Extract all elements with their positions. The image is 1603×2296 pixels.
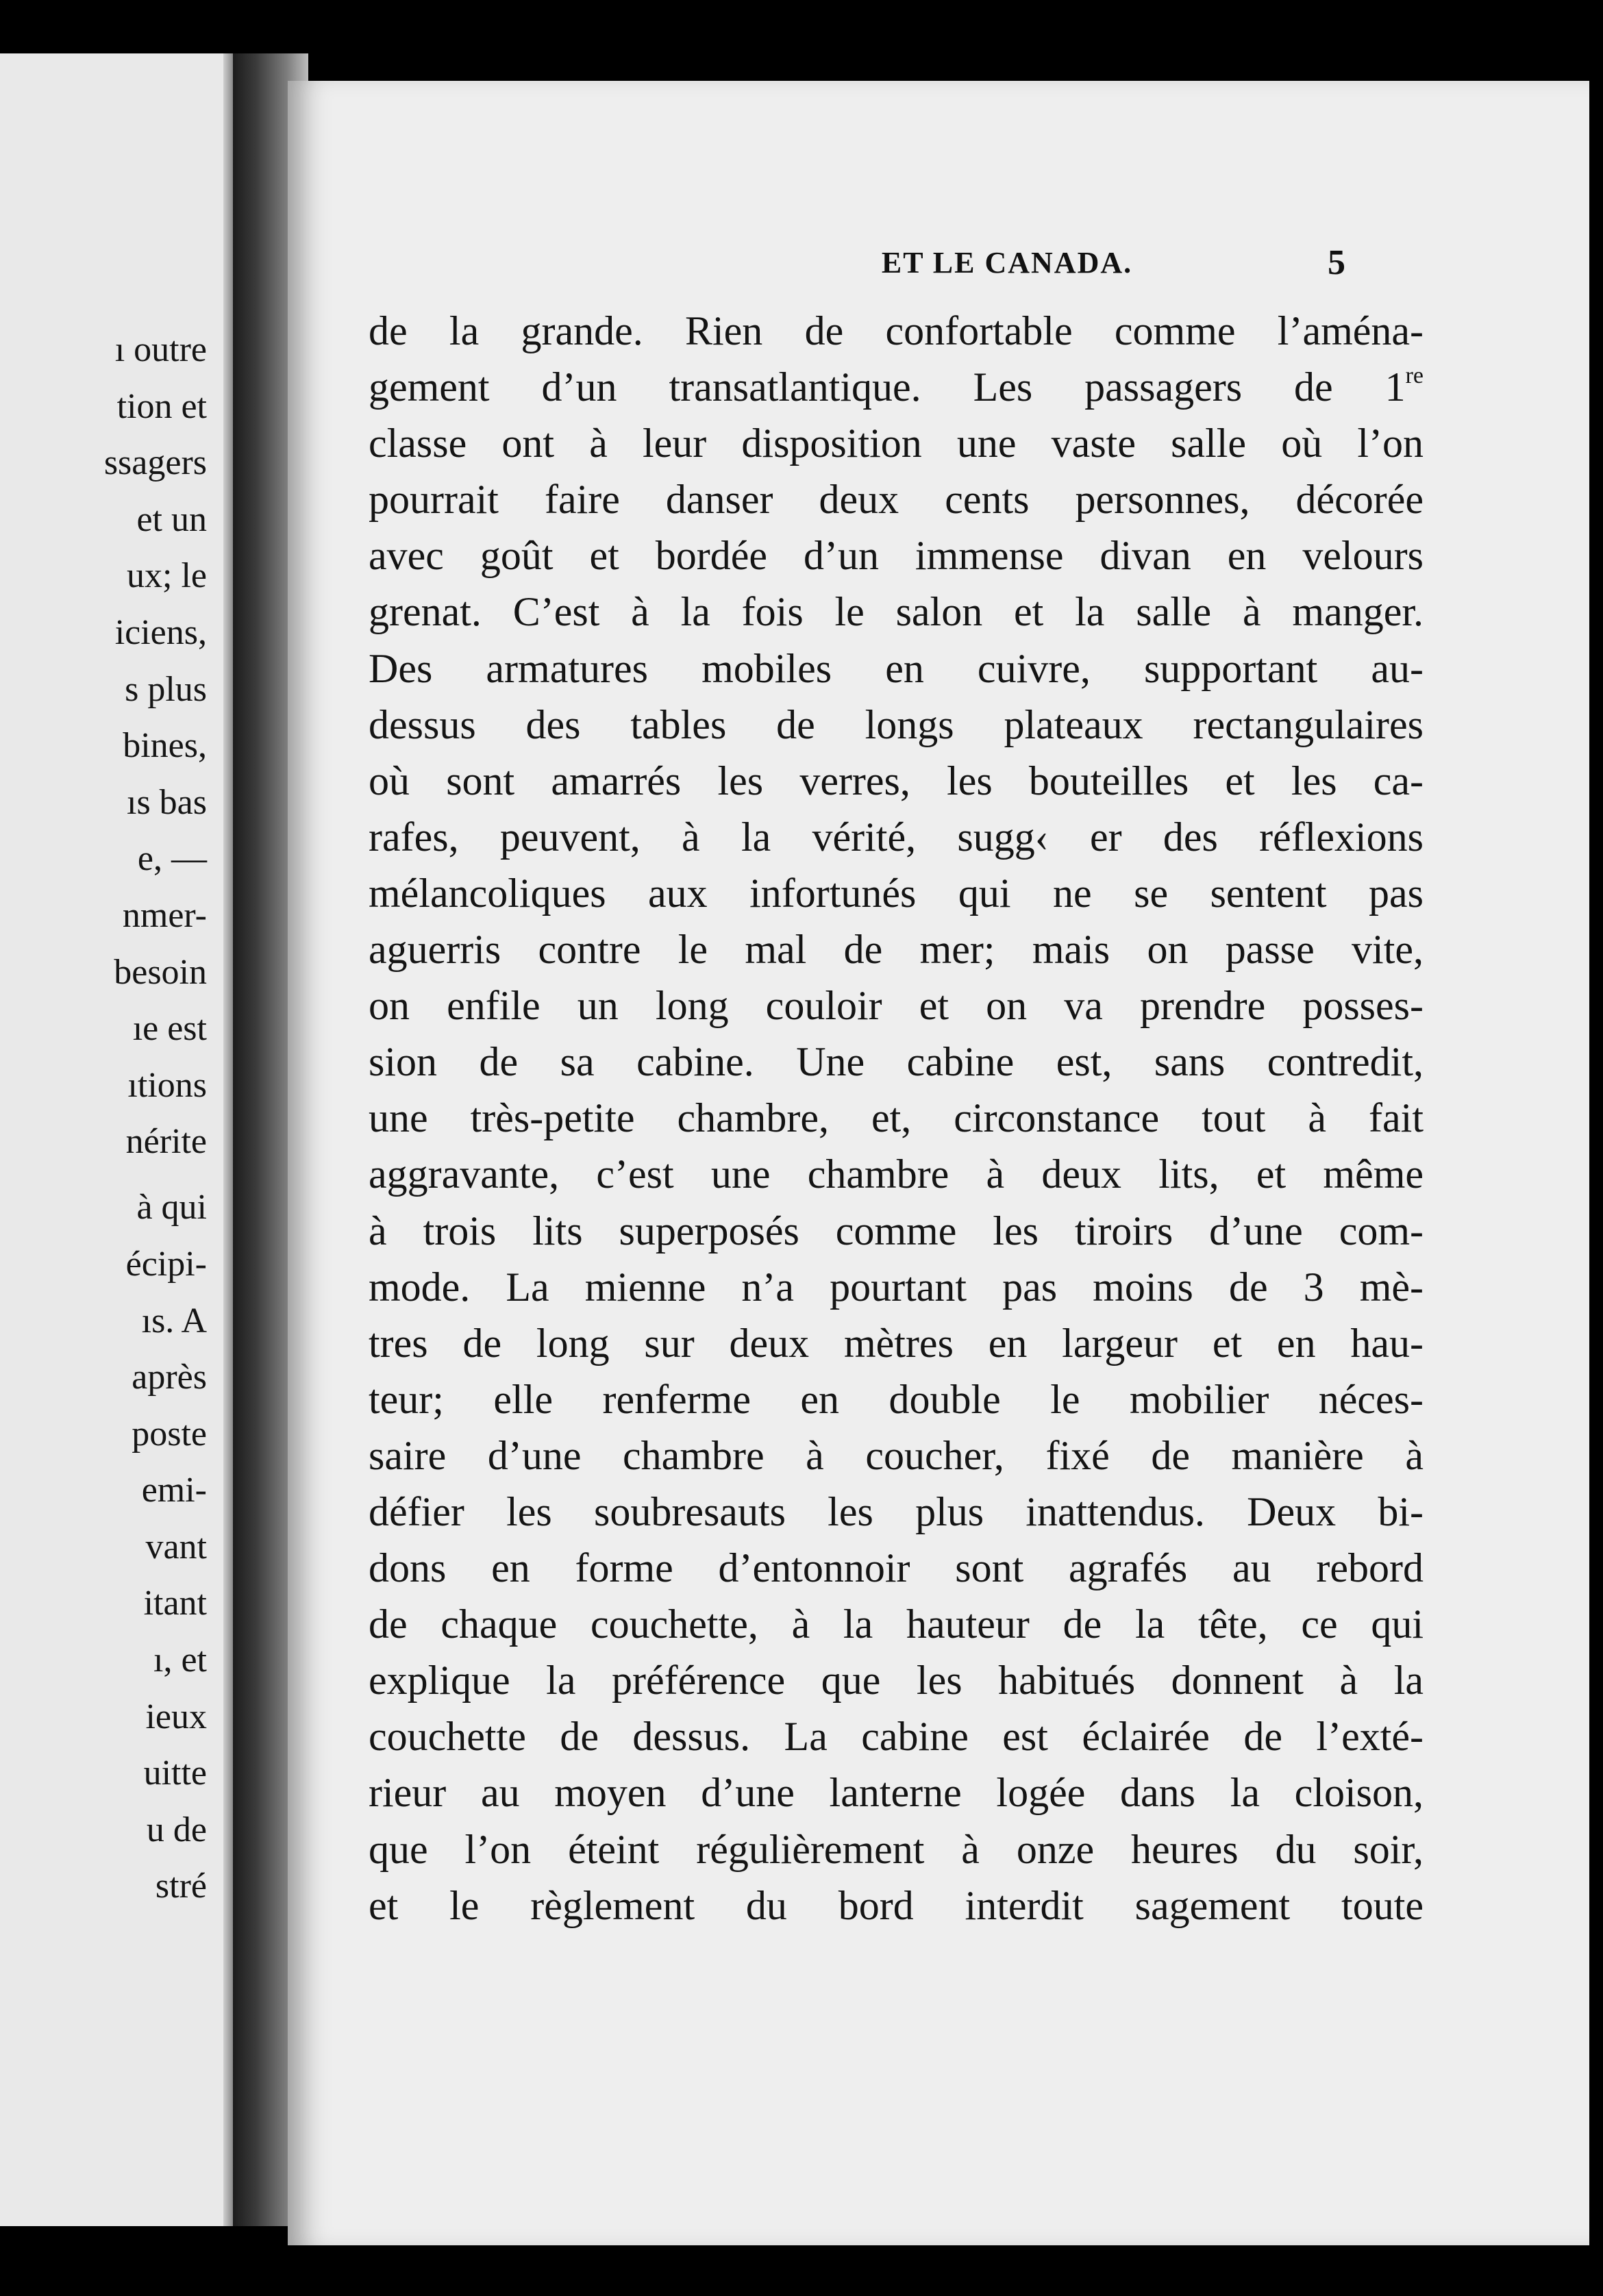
text-line: dons en forme d’entonnoir sont agrafés au rebord [369, 1545, 1424, 1591]
left-page-text [0, 322, 207, 1915]
text-line: une très-petite chambre, et, circonstance tout à fait [369, 1095, 1424, 1141]
left-line: emi- [141, 1471, 207, 1510]
text-line: teur; elle renferme en double le mobilier néces- [369, 1376, 1424, 1422]
left-line: u de [146, 1810, 207, 1849]
left-line: ı, et [153, 1640, 207, 1680]
text-line: grenat. C’est à la fois le salon et la salle à manger. [369, 589, 1424, 635]
text-line: on enfile un long couloir et on va prendre posses- [369, 983, 1424, 1029]
text-line-with-superscript [369, 359, 1424, 415]
left-line: nérite [125, 1122, 207, 1162]
left-line: itant [143, 1584, 207, 1623]
text-line: sion de sa cabine. Une cabine est, sans contredit, [369, 1039, 1424, 1085]
superscript-ordinal: re [1405, 363, 1424, 389]
left-line: bines, [123, 726, 207, 766]
left-line: tion et [116, 386, 207, 426]
left-line: poste [132, 1414, 207, 1453]
text-line: rafes, peuvent, à la vérité, sugg‹ er des réflexions [369, 814, 1424, 860]
text-line: rieur au moyen d’une lanterne logée dans la cloison, [369, 1770, 1424, 1816]
text-line: couchette de dessus. La cabine est éclairée de l’exté- [369, 1714, 1424, 1760]
text-line-part: gement d’un transatlantique. Les passagers de 1 [369, 364, 1406, 410]
text-line: classe ont à leur disposition une vaste salle où l’on [369, 421, 1424, 466]
text-line: saire d’une chambre à coucher, fixé de manière à [369, 1432, 1424, 1478]
text-line: avec goût et bordée d’un immense divan en velours [369, 533, 1424, 579]
text-line: tres de long sur deux mètres en largeur et en hau- [369, 1320, 1424, 1366]
left-line: iciens, [114, 612, 207, 652]
text-line: que l’on éteint régulièrement à onze heures du soir, [369, 1826, 1424, 1872]
left-line: ıs. A [141, 1301, 207, 1340]
right-main-page [288, 81, 1589, 2245]
left-facing-page [0, 53, 233, 2226]
left-line: écipi- [125, 1244, 207, 1284]
running-head: ET LE CANADA. [881, 246, 1133, 279]
left-line: à qui [136, 1188, 207, 1227]
left-line: stré [155, 1867, 207, 1906]
body-text [369, 303, 1424, 1934]
text-line: de la grande. Rien de confortable comme l’aména- [369, 308, 1424, 353]
left-line: ieux [145, 1697, 207, 1736]
left-line: ıtions [127, 1065, 207, 1105]
left-line: ssagers [103, 443, 207, 483]
left-line: besoin [114, 952, 207, 992]
left-line: e, — [137, 839, 207, 879]
left-line: vant [145, 1527, 207, 1567]
text-line: de chaque couchette, à la hauteur de la tête, ce qui [369, 1601, 1424, 1647]
left-line: ux; le [127, 556, 207, 596]
text-line: et le règlement du bord interdit sagement toute [369, 1882, 1424, 1928]
left-line: et un [136, 499, 207, 539]
text-line: explique la préférence que les habitués donnent à la [369, 1658, 1424, 1704]
page-edge-shadow [223, 53, 233, 2226]
text-line: pourrait faire danser deux cents personnes, décorée [369, 477, 1424, 523]
left-line: ıs bas [127, 782, 207, 822]
left-line: nmer- [122, 895, 207, 935]
text-line: à trois lits superposés comme les tiroirs d’une com- [369, 1208, 1424, 1253]
text-line: mode. La mienne n’a pourtant pas moins de 3 mè- [369, 1264, 1424, 1310]
left-line: après [132, 1358, 207, 1397]
text-line: mélancoliques aux infortunés qui ne se sentent pas [369, 870, 1424, 916]
left-line: ı outre [114, 330, 207, 369]
text-line: défier les soubresauts les plus inattendus. Deux bi- [369, 1488, 1424, 1534]
page-number: 5 [1328, 243, 1345, 282]
left-line: s plus [125, 669, 207, 709]
left-line: ıe est [132, 1009, 207, 1049]
text-line: dessus des tables de longs plateaux rectangulaires [369, 701, 1424, 747]
text-line: Des armatures mobiles en cuivre, supportant au- [369, 645, 1424, 691]
left-line: uitte [143, 1754, 207, 1793]
text-line: où sont amarrés les verres, les bouteilles et les ca- [369, 758, 1424, 803]
text-line: aggravante, c’est une chambre à deux lits, et même [369, 1151, 1424, 1197]
text-line: aguerris contre le mal de mer; mais on passe vite, [369, 927, 1424, 973]
